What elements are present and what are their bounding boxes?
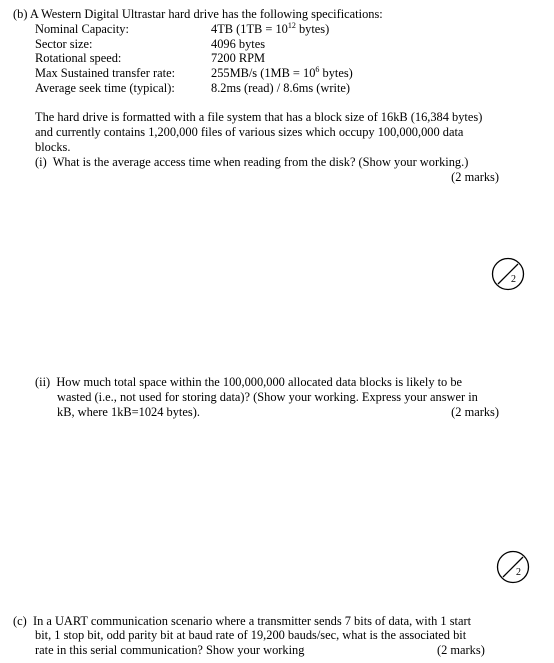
question-ii-line: wasted (i.e., not used for storing data)? (Show your working. Express your answer in (57, 390, 478, 404)
part-c-line: (c) In a UART communication scenario where a transmitter sends 7 bits of data, with 1 start (13, 614, 472, 628)
part-c-marks: (2 marks) (437, 643, 485, 657)
paragraph-line: blocks. (35, 140, 71, 154)
spec-label-rotation: Rotational speed: (35, 51, 122, 65)
spec-label-capacity: Nominal Capacity: (35, 22, 129, 36)
mark-badge-icon (496, 550, 530, 584)
question-ii-line: (ii) How much total space within the 100,000,000 allocated data blocks is likely to be (35, 375, 463, 389)
spec-label-seek: Average seek time (typical): (35, 81, 175, 95)
spec-value-rotation: 7200 RPM (211, 51, 266, 65)
spec-label-sector: Sector size: (35, 37, 93, 51)
spec-value-transfer: 255MB/s ($1MB = 10^6$ bytes) (211, 64, 353, 80)
part-c-label: (c) (13, 614, 27, 628)
mark-badge-value: 2 (511, 274, 516, 285)
part-c-line: bit, 1 stop bit, odd parity bit at baud rate of 19,200 bauds/sec, what is the associated bit (35, 628, 467, 642)
question-i (35, 155, 468, 170)
spec-label-transfer: Max Sustained transfer rate: (35, 66, 176, 80)
part-b-heading (13, 7, 383, 22)
paragraph-line: The hard drive is formatted with a file system that has a block size of 16kB (16,384 bytes) (35, 110, 483, 124)
question-ii-label: (ii) (35, 375, 51, 389)
question-ii-marks: (2 marks) (451, 405, 499, 419)
question-i-marks: (2 marks) (451, 170, 499, 184)
spec-value-sector: 4096 bytes (211, 37, 266, 51)
question-i-label: (i) (35, 155, 47, 169)
spec-value-seek: 8.2ms (read) / 8.6ms (write) (211, 81, 351, 95)
part-b-label: (b) (13, 7, 28, 21)
question-i-text: What is the average access time when reading from the disk? (Show your working.) (52, 155, 469, 169)
paragraph-line: and currently contains 1,200,000 files of various sizes which occupy 100,000,000 data (35, 125, 464, 139)
part-c-line: rate in this serial communication? Show your working (35, 643, 305, 657)
question-ii-line: kB, where 1kB=1024 bytes). (57, 405, 200, 419)
mark-badge-icon (491, 257, 525, 291)
mark-badge-value: 2 (516, 567, 521, 578)
spec-value-capacity: 4TB ($1TB = 10^{12}$ bytes) (211, 20, 330, 36)
part-b-intro: A Western Digital Ultrastar hard drive has the following specifications: (29, 7, 383, 21)
